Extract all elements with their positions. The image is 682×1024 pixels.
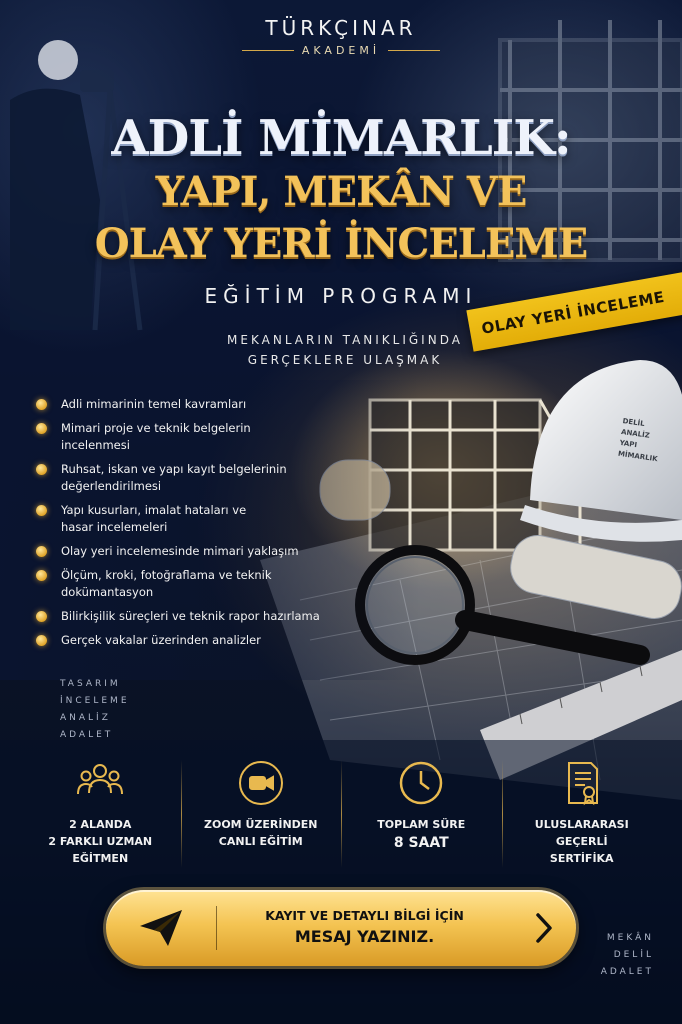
feature-line: GEÇERLİ <box>555 835 608 848</box>
title-subtitle: EĞİTİM PROGRAMI <box>204 284 478 308</box>
helmet-label-line: ANALİZ <box>620 427 651 440</box>
register-message-button[interactable] <box>106 890 576 966</box>
cta-line-2: MESAJ YAZINIZ. <box>294 927 435 946</box>
title-line-1: ADLİ MİMARLIK: <box>111 110 571 166</box>
brand-name: TÜRKÇINAR <box>265 16 417 40</box>
feature-duration <box>341 760 502 870</box>
brand-sub: AKADEMİ <box>301 44 381 57</box>
list-item-text: Olay yeri incelemesinde mimari yaklaşım <box>61 544 299 558</box>
keyword: ANALİZ <box>60 713 111 723</box>
feature-line: SERTİFİKA <box>549 852 614 865</box>
brand-divider-left <box>242 50 294 51</box>
brand <box>0 16 682 57</box>
keyword: TASARIM <box>60 679 121 689</box>
bullet-dot-icon <box>36 635 47 646</box>
keyword: ADALET <box>600 967 654 977</box>
list-item-text: Bilirkişilik süreçleri ve teknik rapor hazırlama <box>61 609 320 623</box>
clock-icon <box>398 760 444 806</box>
keyword: DELİL <box>613 950 654 960</box>
list-item <box>36 567 346 601</box>
tagline-line-2: GERÇEKLERE ULAŞMAK <box>247 353 443 367</box>
keyword: MEKÂN <box>606 933 654 943</box>
feature-line: CANLI EĞİTİM <box>218 835 303 848</box>
caution-tape-text: OLAY YERİ İNCELEME <box>480 287 666 338</box>
left-keywords <box>60 676 130 744</box>
keyword: İNCELEME <box>60 696 130 706</box>
video-camera-icon <box>238 760 284 806</box>
list-item <box>36 502 346 536</box>
list-item <box>36 632 346 649</box>
title-line-2: YAPI, MEKÂN VE <box>155 168 527 215</box>
list-item <box>36 543 346 560</box>
title-line-3: OLAY YERİ İNCELEME <box>94 220 588 267</box>
feature-instructors <box>20 760 181 870</box>
feature-line: 8 SAAT <box>393 835 449 851</box>
feature-line: ULUSLARARASI <box>534 818 629 831</box>
bullet-dot-icon <box>36 570 47 581</box>
helmet-label-line: DELİL <box>622 417 646 429</box>
list-item <box>36 396 346 413</box>
brand-sub-row <box>0 44 682 57</box>
list-item-text: Yapı kusurları, imalat hataları ve hasar incelemeleri <box>61 503 247 534</box>
brand-divider-right <box>388 50 440 51</box>
feature-line: 2 ALANDA <box>69 818 132 831</box>
feature-line: TOPLAM SÜRE <box>377 818 466 831</box>
feature-row <box>20 760 662 870</box>
bullet-dot-icon <box>36 423 47 434</box>
feature-line: EĞİTMEN <box>72 852 129 865</box>
bullet-dot-icon <box>36 505 47 516</box>
cta-line-1: KAYIT VE DETAYLI BİLGİ İÇİN <box>265 908 464 923</box>
list-item <box>36 420 346 454</box>
topic-list <box>36 396 346 656</box>
people-icon <box>77 760 123 806</box>
list-item-text: Ölçüm, kroki, fotoğraflama ve teknik dokümantasyon <box>61 568 272 599</box>
bullet-dot-icon <box>36 399 47 410</box>
right-keywords <box>601 930 654 981</box>
list-item <box>36 461 346 495</box>
helmet-label-line: MİMARLIK <box>617 449 659 464</box>
main-title <box>0 110 682 308</box>
cta-text <box>217 907 512 949</box>
feature-line: ZOOM ÜZERİNDEN <box>204 818 318 831</box>
helmet-label <box>617 416 682 468</box>
helmet-label-line: YAPI <box>619 438 638 450</box>
bullet-dot-icon <box>36 611 47 622</box>
feature-certificate <box>502 760 663 870</box>
list-item <box>36 608 346 625</box>
list-item-text: Adli mimarinin temel kavramları <box>61 397 247 411</box>
list-item-text: Mimari proje ve teknik belgelerin incelenmesi <box>61 421 251 452</box>
feature-line: 2 FARKLI UZMAN <box>48 835 153 848</box>
list-item-text: Gerçek vakalar üzerinden analizler <box>61 633 261 647</box>
tagline-line-1: MEKANLARIN TANIKLIĞINDA <box>227 333 463 347</box>
bullet-dot-icon <box>36 464 47 475</box>
paper-plane-icon <box>106 890 216 966</box>
feature-zoom <box>181 760 342 870</box>
keyword: ADALET <box>60 730 114 740</box>
chevron-right-icon <box>512 890 576 966</box>
bullet-dot-icon <box>36 546 47 557</box>
certificate-icon <box>559 760 605 806</box>
list-item-text: Ruhsat, iskan ve yapı kayıt belgelerinin değerlendirilmesi <box>61 462 287 493</box>
